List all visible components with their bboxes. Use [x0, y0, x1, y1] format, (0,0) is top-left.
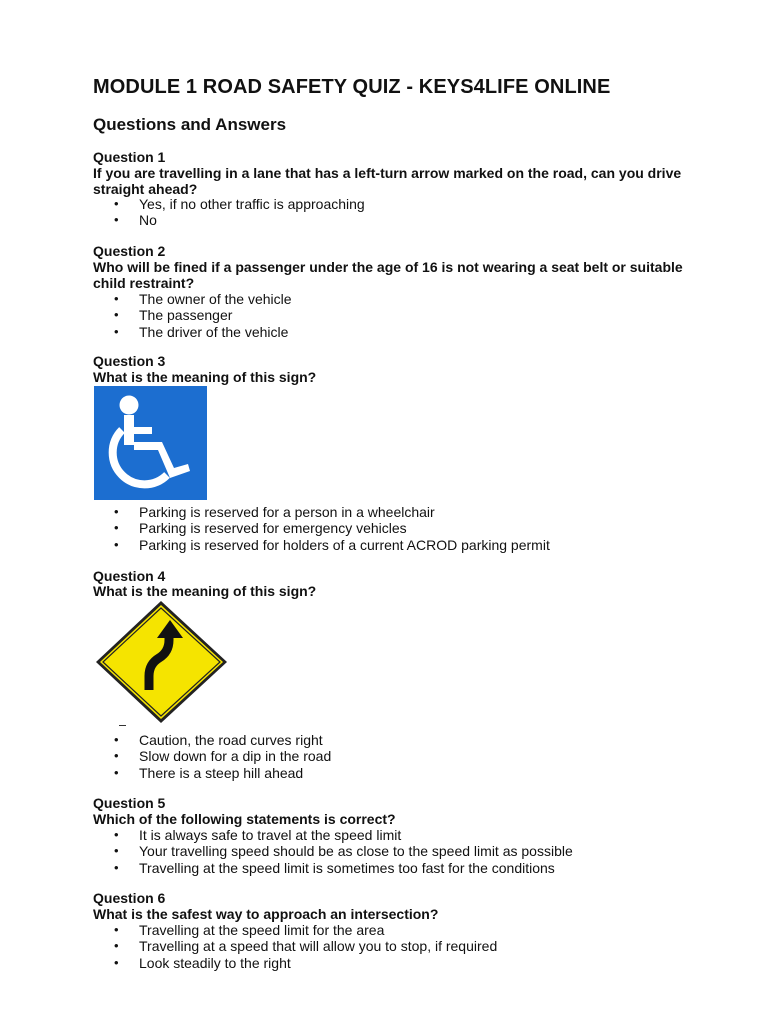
answer-option: • Parking is reserved for holders of a current ACROD parking permit: [93, 537, 693, 553]
question-4-text: What is the meaning of this sign?: [93, 583, 317, 599]
question-2-options: [93, 291, 693, 340]
answer-option: • Yes, if no other traffic is approaching: [93, 196, 693, 212]
question-3-text: What is the meaning of this sign?: [93, 369, 317, 385]
answer-option: • Parking is reserved for emergency vehicles: [93, 520, 693, 536]
wheelchair-sign-icon: [94, 386, 207, 500]
answer-option: • It is always safe to travel at the speed limit: [93, 827, 693, 843]
question-4-options: [93, 732, 693, 781]
question-6-label: Question 6: [93, 890, 166, 906]
question-1-label: Question 1: [93, 149, 166, 165]
answer-option: • Travelling at the speed limit is sometimes too fast for the conditions: [93, 860, 693, 876]
answer-option: • Travelling at a speed that will allow you to stop, if required: [93, 938, 693, 954]
answer-option: • The owner of the vehicle: [93, 291, 693, 307]
question-2-text: Who will be fined if a passenger under the age of 16 is not wearing a seat belt or suitable child restraint?: [93, 259, 683, 291]
question-5-label: Question 5: [93, 795, 166, 811]
answer-option: • The driver of the vehicle: [93, 324, 693, 340]
stray-dash: [119, 725, 126, 726]
document-title: MODULE 1 ROAD SAFETY QUIZ - KEYS4LIFE ONLINE: [93, 76, 611, 98]
question-3-options: [93, 504, 693, 553]
question-1-options: [93, 196, 693, 229]
answer-option: • Caution, the road curves right: [93, 732, 693, 748]
question-2-label: Question 2: [93, 243, 166, 259]
answer-option: • Travelling at the speed limit for the area: [93, 922, 693, 938]
answer-option: • Slow down for a dip in the road: [93, 748, 693, 764]
answer-option: • Parking is reserved for a person in a wheelchair: [93, 504, 693, 520]
answer-option: • The passenger: [93, 307, 693, 323]
question-3-label: Question 3: [93, 353, 166, 369]
curve-right-sign-icon: [93, 598, 230, 726]
answer-option: • No: [93, 212, 693, 228]
question-5-text: Which of the following statements is correct?: [93, 811, 396, 827]
question-5-options: [93, 827, 693, 876]
document-subtitle: Questions and Answers: [93, 115, 287, 134]
answer-option: • Look steadily to the right: [93, 955, 693, 971]
answer-option: • There is a steep hill ahead: [93, 765, 693, 781]
answer-option: • Your travelling speed should be as close to the speed limit as possible: [93, 843, 693, 859]
question-4-label: Question 4: [93, 568, 166, 584]
question-6-text: What is the safest way to approach an intersection?: [93, 906, 439, 922]
question-1-text: If you are travelling in a lane that has a left-turn arrow marked on the road, can you drive straight ahead?: [93, 165, 682, 197]
question-6-options: [93, 922, 693, 971]
